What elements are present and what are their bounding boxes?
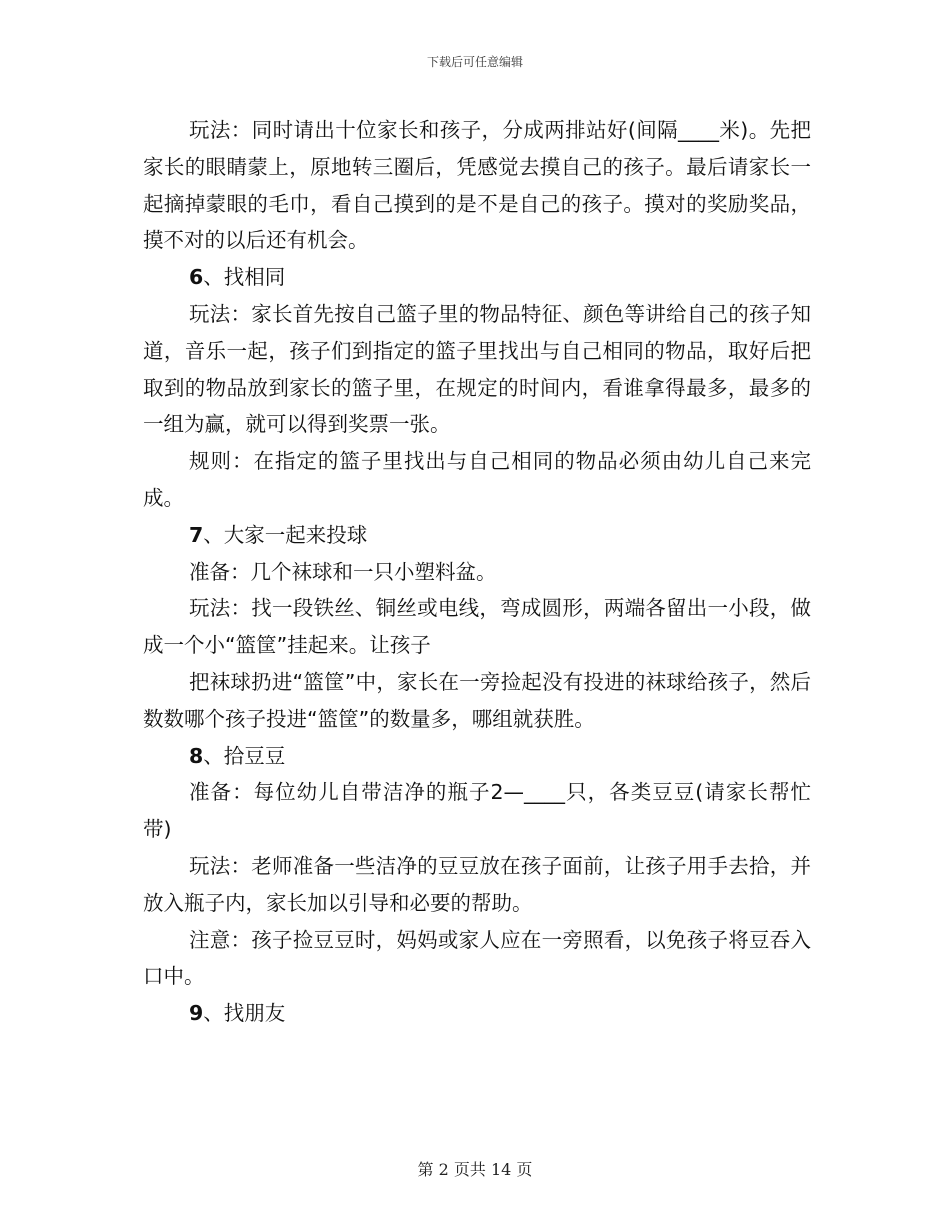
paragraph-play-7b: 把袜球扔进“篮筐”中，家长在一旁捡起没有投进的袜球给孩子，然后数数哪个孩子投进“篮筐”的数量多，哪组就获胜。 bbox=[143, 669, 811, 731]
document-body bbox=[143, 112, 811, 1032]
section-number: 6 bbox=[189, 265, 204, 290]
section-title: 、大家一起来投球 bbox=[203, 522, 368, 547]
section-number: 7 bbox=[189, 522, 204, 547]
section-heading-6 bbox=[143, 259, 811, 296]
section-title: 、拾豆豆 bbox=[203, 743, 286, 768]
paragraph-rule-play-1: 玩法：同时请出十位家长和孩子，分成两排站好(间隔____米)。先把家长的眼睛蒙上，原地转三圈后，凭感觉去摸自己的孩子。最后请家长一起摘掉蒙眼的毛巾，看自己摸到的是不是自己的孩子。摸对的奖励奖品，摸不对的以后还有机会。 bbox=[143, 118, 811, 253]
paragraph-play-6: 玩法：家长首先按自己篮子里的物品特征、颜色等讲给自己的孩子知道，音乐一起，孩子们到指定的篮子里找出与自己相同的物品，取好后把取到的物品放到家长的篮子里，在规定的时间内，看谁拿得最多，最多的一组为赢，就可以得到奖票一张。 bbox=[143, 301, 811, 437]
page-footer: 第 2 页共 14 页 bbox=[417, 1160, 533, 1179]
page-header: 下载后可任意编辑 bbox=[426, 55, 523, 69]
paragraph-prepare-7: 准备：几个袜球和一只小塑料盆。 bbox=[189, 559, 497, 584]
paragraph-prepare-8: 准备：每位幼儿自带洁净的瓶子2—____只，各类豆豆(请家长帮忙带) bbox=[143, 780, 811, 842]
paragraph-note-8: 注意：孩子捡豆豆时，妈妈或家人应在一旁照看，以免孩子将豆吞入口中。 bbox=[143, 927, 811, 989]
section-heading-7 bbox=[143, 517, 811, 554]
paragraph-play-8: 玩法：老师准备一些洁净的豆豆放在孩子面前，让孩子用手去拾，并放入瓶子内，家长加以引导和必要的帮助。 bbox=[143, 853, 811, 915]
section-heading-8 bbox=[143, 738, 811, 775]
section-number: 8 bbox=[189, 743, 204, 768]
section-title: 、找相同 bbox=[203, 265, 286, 290]
paragraph-play-7a: 玩法：找一段铁丝、铜丝或电线，弯成圆形，两端各留出一小段，做成一个小“篮筐”挂起来。让孩子 bbox=[143, 596, 811, 658]
section-number: 9 bbox=[189, 1001, 204, 1026]
paragraph-rules-6: 规则：在指定的篮子里找出与自己相同的物品必须由幼儿自己来完成。 bbox=[143, 449, 811, 510]
section-title: 、找朋友 bbox=[203, 1001, 286, 1026]
section-heading-9 bbox=[143, 995, 811, 1032]
